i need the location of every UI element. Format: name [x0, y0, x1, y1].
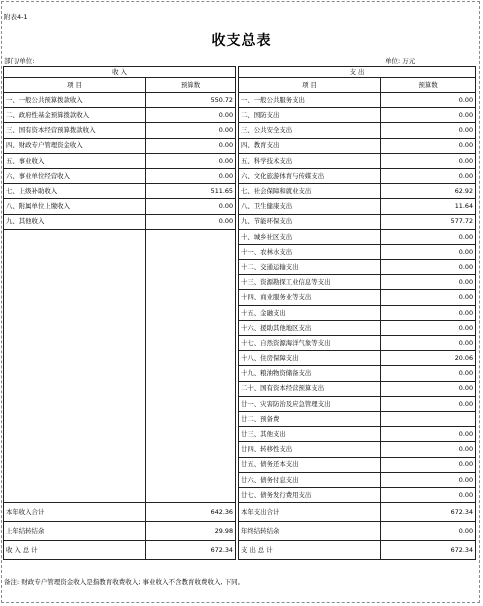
- table-row: [4, 396, 476, 411]
- expense-item-name: 二、国防支出: [239, 108, 381, 123]
- table-row: [4, 381, 476, 396]
- income-item-name: 八、附属单位上缴收入: [4, 199, 146, 214]
- expense-item-name: 廿二、预备费: [239, 411, 381, 426]
- expense-item-name: 九、节能环保支出: [239, 214, 381, 229]
- expense-item-name: 十、城乡社区支出: [239, 229, 381, 244]
- expense-item-value: 0.00: [381, 320, 476, 335]
- income-item-value: 550.72: [146, 93, 236, 108]
- expense-item-value: 0.00: [381, 366, 476, 381]
- income-item-value: 0.00: [146, 108, 236, 123]
- income-item-value: 0.00: [146, 153, 236, 168]
- income-item-name: 四、财政专户管理资金收入: [4, 138, 146, 153]
- expense-item-value: 11.64: [381, 199, 476, 214]
- income-empty-cell: [146, 244, 236, 259]
- income-header: 收 入: [4, 67, 236, 78]
- expense-item-value: 0.00: [381, 168, 476, 183]
- page-title: 收支总表: [211, 33, 272, 49]
- department-label: 部门/单位:: [4, 57, 35, 65]
- income-item-value: 0.00: [146, 199, 236, 214]
- section-header-row: [4, 67, 476, 78]
- table-row: [4, 214, 476, 229]
- table-row: [4, 427, 476, 442]
- expense-item-value: 0.00: [381, 427, 476, 442]
- expense-item-value: 0.00: [381, 108, 476, 123]
- expense-item-value: 0.00: [381, 229, 476, 244]
- expense-item-value: 0.00: [381, 123, 476, 138]
- table-row: [4, 229, 476, 244]
- income-empty-cell: [4, 336, 146, 351]
- income-item-name: 二、政府性基金预算拨款收入: [4, 108, 146, 123]
- expense-item-name: 一、一般公共服务支出: [239, 93, 381, 108]
- income-empty-cell: [146, 472, 236, 487]
- income-empty-cell: [4, 442, 146, 457]
- income-empty-cell: [146, 275, 236, 290]
- income-empty-cell: [146, 487, 236, 502]
- expense-item-name: 十九、粮油物资储备支出: [239, 366, 381, 381]
- income-item-name: 九、其他收入: [4, 214, 146, 229]
- table-row: [4, 275, 476, 290]
- expense-item-name: 十二、交通运输支出: [239, 260, 381, 275]
- expense-item-name: 十五、金融支出: [239, 305, 381, 320]
- income-empty-cell: [4, 487, 146, 502]
- expense-item-value: 0.00: [381, 153, 476, 168]
- table-row: [4, 290, 476, 305]
- expense-item-value: 577.72: [381, 214, 476, 229]
- table-row: [4, 366, 476, 381]
- income-empty-cell: [146, 290, 236, 305]
- total-income-value: 642.36: [146, 503, 236, 522]
- table-row: [4, 244, 476, 259]
- expense-item-name: 七、社会保障和就业支出: [239, 184, 381, 199]
- table-row: [4, 138, 476, 153]
- expense-item-header: 项 目: [239, 78, 381, 93]
- doc-number: 附表4-1: [4, 13, 28, 21]
- income-empty-cell: [4, 320, 146, 335]
- expense-item-value: 0.00: [381, 260, 476, 275]
- total-income-value: 29.98: [146, 522, 236, 541]
- expense-item-value: 0.00: [381, 93, 476, 108]
- expense-item-name: 三、公共安全支出: [239, 123, 381, 138]
- total-row: [4, 522, 476, 541]
- expense-item-name: 六、文化旅游体育与传媒支出: [239, 168, 381, 183]
- expense-item-value: 0.00: [381, 457, 476, 472]
- income-empty-cell: [146, 457, 236, 472]
- income-empty-cell: [4, 457, 146, 472]
- expense-header: 支 出: [239, 67, 476, 78]
- total-expense-value: 0.00: [381, 522, 476, 541]
- expense-item-value: 0.00: [381, 336, 476, 351]
- expense-item-value: 0.00: [381, 290, 476, 305]
- income-empty-cell: [146, 427, 236, 442]
- table-row: [4, 411, 476, 426]
- total-expense-name: 年终结转结余: [239, 522, 381, 541]
- expense-item-name: 二十、国有资本经营预算支出: [239, 381, 381, 396]
- income-empty-cell: [146, 320, 236, 335]
- unit-label: 单位: 万元: [385, 57, 416, 65]
- table-body: [4, 67, 476, 560]
- income-empty-cell: [146, 411, 236, 426]
- income-item-name: 一、一般公共预算拨款收入: [4, 93, 146, 108]
- expense-item-name: 廿一、灾害防治及应急管理支出: [239, 396, 381, 411]
- total-expense-value: 672.34: [381, 503, 476, 522]
- income-item-value: 511.65: [146, 184, 236, 199]
- expense-item-name: 廿七、债务发行费用支出: [239, 487, 381, 502]
- income-item-name: 六、事业单位经营收入: [4, 168, 146, 183]
- income-empty-cell: [4, 411, 146, 426]
- total-income-name: 本年收入合计: [4, 503, 146, 522]
- income-empty-cell: [146, 396, 236, 411]
- income-empty-cell: [146, 336, 236, 351]
- expense-item-value: 0.00: [381, 138, 476, 153]
- expense-item-name: 十三、资源勘探工业信息等支出: [239, 275, 381, 290]
- table-row: [4, 472, 476, 487]
- table-row: [4, 153, 476, 168]
- expense-item-value: [381, 411, 476, 426]
- total-income-value: 672.34: [146, 541, 236, 560]
- expense-item-name: 四、教育支出: [239, 138, 381, 153]
- expense-item-value: 0.00: [381, 305, 476, 320]
- expense-item-name: 廿五、债务还本支出: [239, 457, 381, 472]
- income-empty-cell: [4, 290, 146, 305]
- table-row: [4, 305, 476, 320]
- income-empty-cell: [146, 381, 236, 396]
- income-item-value: 0.00: [146, 214, 236, 229]
- income-item-value: 0.00: [146, 138, 236, 153]
- income-empty-cell: [146, 366, 236, 381]
- column-header-row: [4, 78, 476, 93]
- expense-item-value: 0.00: [381, 472, 476, 487]
- income-empty-cell: [4, 244, 146, 259]
- income-item-name: 五、事业收入: [4, 153, 146, 168]
- expense-item-value: 0.00: [381, 381, 476, 396]
- income-item-name: 三、国有资本经营预算拨款收入: [4, 123, 146, 138]
- table-row: [4, 320, 476, 335]
- income-item-header: 项 目: [4, 78, 146, 93]
- expense-item-value: 0.00: [381, 275, 476, 290]
- income-item-value: 0.00: [146, 123, 236, 138]
- total-row: [4, 541, 476, 560]
- income-empty-cell: [4, 381, 146, 396]
- income-empty-cell: [4, 396, 146, 411]
- expense-item-value: 20.06: [381, 351, 476, 366]
- table-row: [4, 93, 476, 108]
- table-row: [4, 168, 476, 183]
- table-row: [4, 336, 476, 351]
- budget-table: [3, 66, 476, 560]
- expense-item-name: 廿三、其他支出: [239, 427, 381, 442]
- income-budget-header: 预算数: [146, 78, 236, 93]
- income-empty-cell: [4, 229, 146, 244]
- expense-item-name: 十四、商业服务业等支出: [239, 290, 381, 305]
- expense-item-name: 廿六、债务付息支出: [239, 472, 381, 487]
- income-empty-cell: [4, 260, 146, 275]
- table-row: [4, 442, 476, 457]
- table-row: [4, 123, 476, 138]
- income-empty-cell: [146, 229, 236, 244]
- income-empty-cell: [4, 305, 146, 320]
- table-row: [4, 260, 476, 275]
- expense-item-name: 十六、援助其他地区支出: [239, 320, 381, 335]
- income-empty-cell: [4, 427, 146, 442]
- table-row: [4, 457, 476, 472]
- income-item-name: 七、上级补助收入: [4, 184, 146, 199]
- table-row: [4, 108, 476, 123]
- expense-item-name: 十七、自然资源海洋气象等支出: [239, 336, 381, 351]
- expense-item-name: 廿四、转移性支出: [239, 442, 381, 457]
- table-row: [4, 351, 476, 366]
- table-row: [4, 184, 476, 199]
- total-income-name: 上年结转结余: [4, 522, 146, 541]
- income-empty-cell: [4, 366, 146, 381]
- income-empty-cell: [146, 260, 236, 275]
- total-row: [4, 503, 476, 522]
- footnote: 备注: 财政专户管理资金收入是指教育收费收入; 事业收入不含教育收费收入, 下同。: [4, 578, 245, 586]
- expense-item-name: 十八、住房保障支出: [239, 351, 381, 366]
- table-row: [4, 199, 476, 214]
- total-expense-name: 支 出 总 计: [239, 541, 381, 560]
- expense-item-name: 八、卫生健康支出: [239, 199, 381, 214]
- income-empty-cell: [4, 351, 146, 366]
- table-row: [4, 487, 476, 502]
- income-empty-cell: [4, 275, 146, 290]
- income-empty-cell: [146, 305, 236, 320]
- expense-budget-header: 预算数: [381, 78, 476, 93]
- income-empty-cell: [146, 351, 236, 366]
- expense-item-value: 0.00: [381, 244, 476, 259]
- expense-item-value: 0.00: [381, 487, 476, 502]
- total-expense-value: 672.34: [381, 541, 476, 560]
- expense-item-value: 0.00: [381, 442, 476, 457]
- income-empty-cell: [146, 442, 236, 457]
- income-item-value: 0.00: [146, 168, 236, 183]
- expense-item-name: 十一、农林水支出: [239, 244, 381, 259]
- expense-item-value: 62.92: [381, 184, 476, 199]
- total-income-name: 收 入 总 计: [4, 541, 146, 560]
- expense-item-name: 五、科学技术支出: [239, 153, 381, 168]
- total-expense-name: 本年支出合计: [239, 503, 381, 522]
- income-empty-cell: [4, 472, 146, 487]
- expense-item-value: 0.00: [381, 396, 476, 411]
